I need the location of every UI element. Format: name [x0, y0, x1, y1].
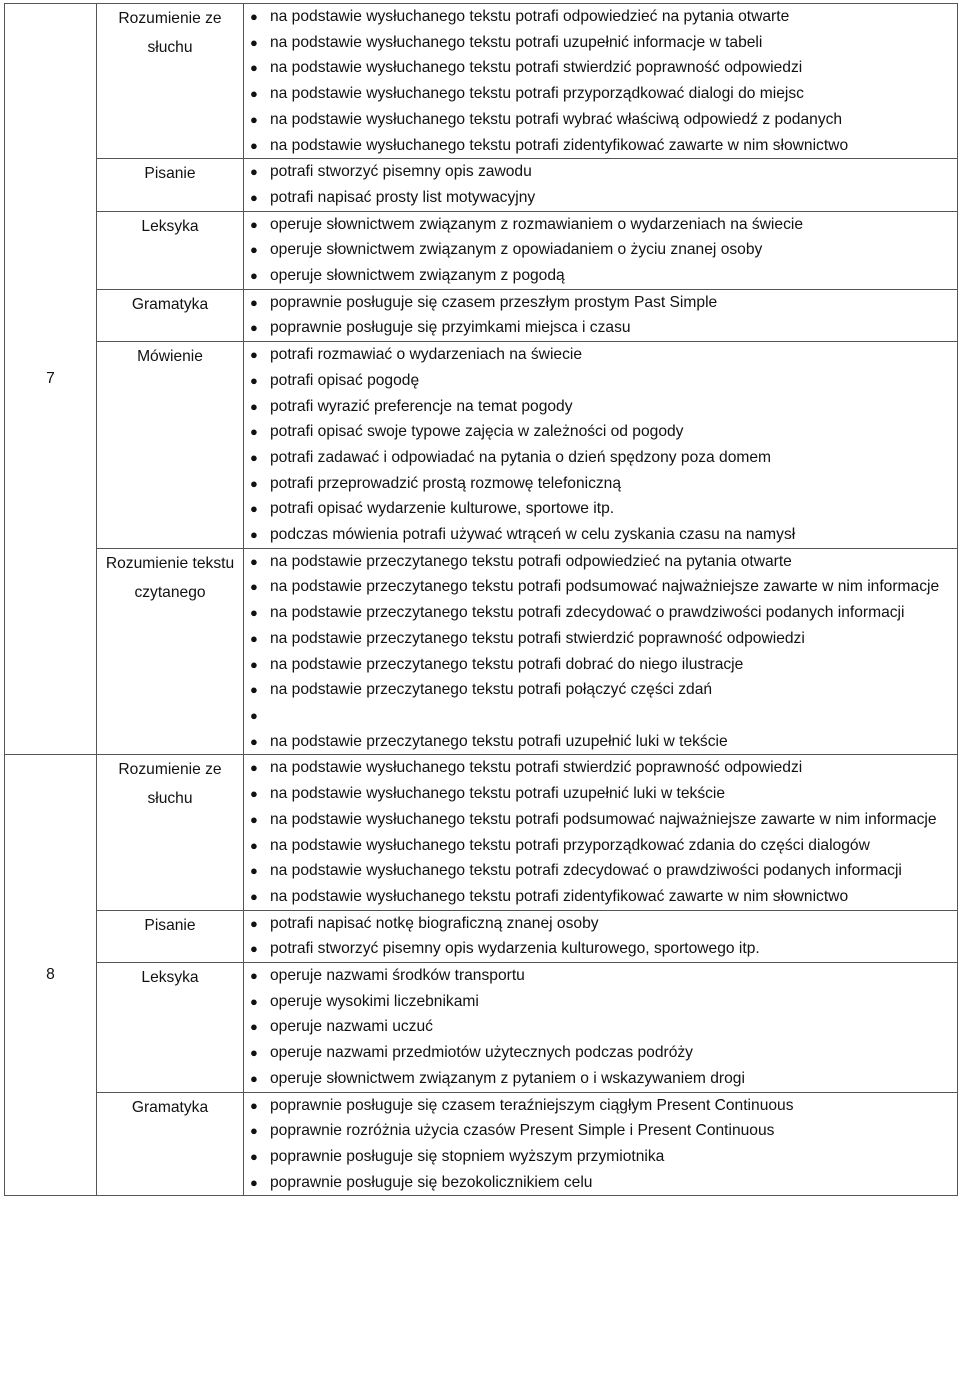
skill-item: ● poprawnie rozróżnia użycia czasów Present Simple i Present Continuous	[244, 1118, 957, 1144]
skill-item: ● poprawnie posługuje się stopniem wyższym przymiotnika	[244, 1144, 957, 1170]
section-category: Mówienie	[97, 342, 244, 549]
skill-item: ● na podstawie przeczytanego tekstu potrafi zdecydować o prawdziwości podanych informacji	[244, 600, 957, 626]
skill-item: ● poprawnie posługuje się bezokolicznikiem celu	[244, 1170, 957, 1196]
section-row	[5, 289, 958, 341]
skill-list	[244, 755, 957, 909]
skill-item: ● na podstawie przeczytanego tekstu potrafi podsumować najważniejsze zawarte w nim informacje	[244, 574, 957, 600]
section-row	[5, 963, 958, 1093]
skill-item: ● operuje słownictwem związanym z rozmawianiem o wydarzeniach na świecie	[244, 212, 957, 238]
skill-item: ● potrafi rozmawiać o wydarzeniach na świecie	[244, 342, 957, 368]
skill-item: ● na podstawie przeczytanego tekstu potrafi połączyć części zdań	[244, 677, 957, 703]
skill-item: ● na podstawie przeczytanego tekstu potrafi stwierdzić poprawność odpowiedzi	[244, 626, 957, 652]
skill-item: ● podczas mówienia potrafi używać wtrąceń w celu zyskania czasu na namysł	[244, 522, 957, 548]
skill-item: ● operuje słownictwem związanym z pogodą	[244, 263, 957, 289]
skill-item: ● operuje słownictwem związanym z opowiadaniem o życiu znanej osoby	[244, 237, 957, 263]
section-category: Rozumienie tekstu czytanego	[97, 548, 244, 755]
unit-number: 8	[5, 755, 97, 1196]
skill-list	[244, 1093, 957, 1196]
section-items	[244, 211, 958, 289]
skill-item: ● na podstawie przeczytanego tekstu potrafi dobrać do niego ilustracje	[244, 652, 957, 678]
skill-list	[244, 212, 957, 289]
section-row	[5, 1092, 958, 1196]
section-category: Rozumienie ze słuchu	[97, 755, 244, 910]
skill-item: ● potrafi opisać swoje typowe zajęcia w zależności od pogody	[244, 419, 957, 445]
section-row	[5, 342, 958, 549]
section-row	[5, 4, 958, 159]
skill-item: ● operuje nazwami przedmiotów użytecznych podczas podróży	[244, 1040, 957, 1066]
skill-item: ● na podstawie przeczytanego tekstu potrafi odpowiedzieć na pytania otwarte	[244, 549, 957, 575]
skill-item: ● operuje słownictwem związanym z pytaniem o i wskazywaniem drogi	[244, 1066, 957, 1092]
skill-list	[244, 963, 957, 1092]
section-items	[244, 342, 958, 549]
section-category: Pisanie	[97, 159, 244, 211]
skill-item: ● poprawnie posługuje się czasem teraźniejszym ciągłym Present Continuous	[244, 1093, 957, 1119]
skill-item: ● potrafi zadawać i odpowiadać na pytania o dzień spędzony poza domem	[244, 445, 957, 471]
skill-item: ● na podstawie przeczytanego tekstu potrafi uzupełnić luki w tekście	[244, 729, 957, 755]
section-category: Leksyka	[97, 963, 244, 1093]
section-items	[244, 289, 958, 341]
unit-number: 7	[5, 4, 97, 755]
curriculum-body	[5, 4, 958, 1196]
section-items	[244, 963, 958, 1093]
section-row	[5, 910, 958, 962]
skill-item: ● na podstawie wysłuchanego tekstu potrafi zdecydować o prawdziwości podanych informacji	[244, 858, 957, 884]
skill-list	[244, 342, 957, 548]
section-items	[244, 159, 958, 211]
skill-item: ● operuje nazwami środków transportu	[244, 963, 957, 989]
skill-item: ● na podstawie wysłuchanego tekstu potrafi stwierdzić poprawność odpowiedzi	[244, 755, 957, 781]
section-category: Pisanie	[97, 910, 244, 962]
skill-item: ● operuje nazwami uczuć	[244, 1014, 957, 1040]
skill-item: ● na podstawie wysłuchanego tekstu potrafi wybrać właściwą odpowiedź z podanych	[244, 107, 957, 133]
skill-item: ● operuje wysokimi liczebnikami	[244, 989, 957, 1015]
section-row	[5, 159, 958, 211]
skill-list	[244, 911, 957, 962]
section-category: Gramatyka	[97, 1092, 244, 1196]
skill-item: ● potrafi opisać pogodę	[244, 368, 957, 394]
skill-item: ● potrafi napisać prosty list motywacyjny	[244, 185, 957, 211]
skill-item: ● na podstawie wysłuchanego tekstu potrafi stwierdzić poprawność odpowiedzi	[244, 55, 957, 81]
skill-item: ● poprawnie posługuje się czasem przeszłym prostym Past Simple	[244, 290, 957, 316]
section-items	[244, 910, 958, 962]
skill-item: ● potrafi opisać wydarzenie kulturowe, sportowe itp.	[244, 496, 957, 522]
skill-item: ● potrafi stworzyć pisemny opis wydarzenia kulturowego, sportowego itp.	[244, 936, 957, 962]
skill-item: ● na podstawie wysłuchanego tekstu potrafi odpowiedzieć na pytania otwarte	[244, 4, 957, 30]
section-row	[5, 755, 958, 910]
skill-item: ● potrafi wyrazić preferencje na temat pogody	[244, 394, 957, 420]
skill-item: ● na podstawie wysłuchanego tekstu potrafi zidentyfikować zawarte w nim słownictwo	[244, 884, 957, 910]
section-category: Rozumienie ze słuchu	[97, 4, 244, 159]
skill-item	[244, 703, 957, 729]
section-row	[5, 211, 958, 289]
section-category: Leksyka	[97, 211, 244, 289]
skill-item: ● na podstawie wysłuchanego tekstu potrafi uzupełnić informacje w tabeli	[244, 30, 957, 56]
skill-item: ● na podstawie wysłuchanego tekstu potrafi uzupełnić luki w tekście	[244, 781, 957, 807]
section-items	[244, 755, 958, 910]
skill-item: ● potrafi napisać notkę biograficzną znanej osoby	[244, 911, 957, 937]
skill-item: ● na podstawie wysłuchanego tekstu potrafi przyporządkować dialogi do miejsc	[244, 81, 957, 107]
skill-list	[244, 290, 957, 341]
section-category: Gramatyka	[97, 289, 244, 341]
section-items	[244, 4, 958, 159]
section-row	[5, 548, 958, 755]
skill-list	[244, 159, 957, 210]
section-items	[244, 1092, 958, 1196]
skill-item: ● poprawnie posługuje się przyimkami miejsca i czasu	[244, 315, 957, 341]
skill-item: ● na podstawie wysłuchanego tekstu potrafi zidentyfikować zawarte w nim słownictwo	[244, 133, 957, 159]
skill-list	[244, 549, 957, 755]
section-items	[244, 548, 958, 755]
skill-item: ● potrafi stworzyć pisemny opis zawodu	[244, 159, 957, 185]
skill-item: ● na podstawie wysłuchanego tekstu potrafi podsumować najważniejsze zawarte w nim informacje	[244, 807, 957, 833]
skill-list	[244, 4, 957, 158]
skill-item: ● potrafi przeprowadzić prostą rozmowę telefoniczną	[244, 471, 957, 497]
curriculum-table	[4, 3, 958, 1196]
skill-item: ● na podstawie wysłuchanego tekstu potrafi przyporządkować zdania do części dialogów	[244, 833, 957, 859]
